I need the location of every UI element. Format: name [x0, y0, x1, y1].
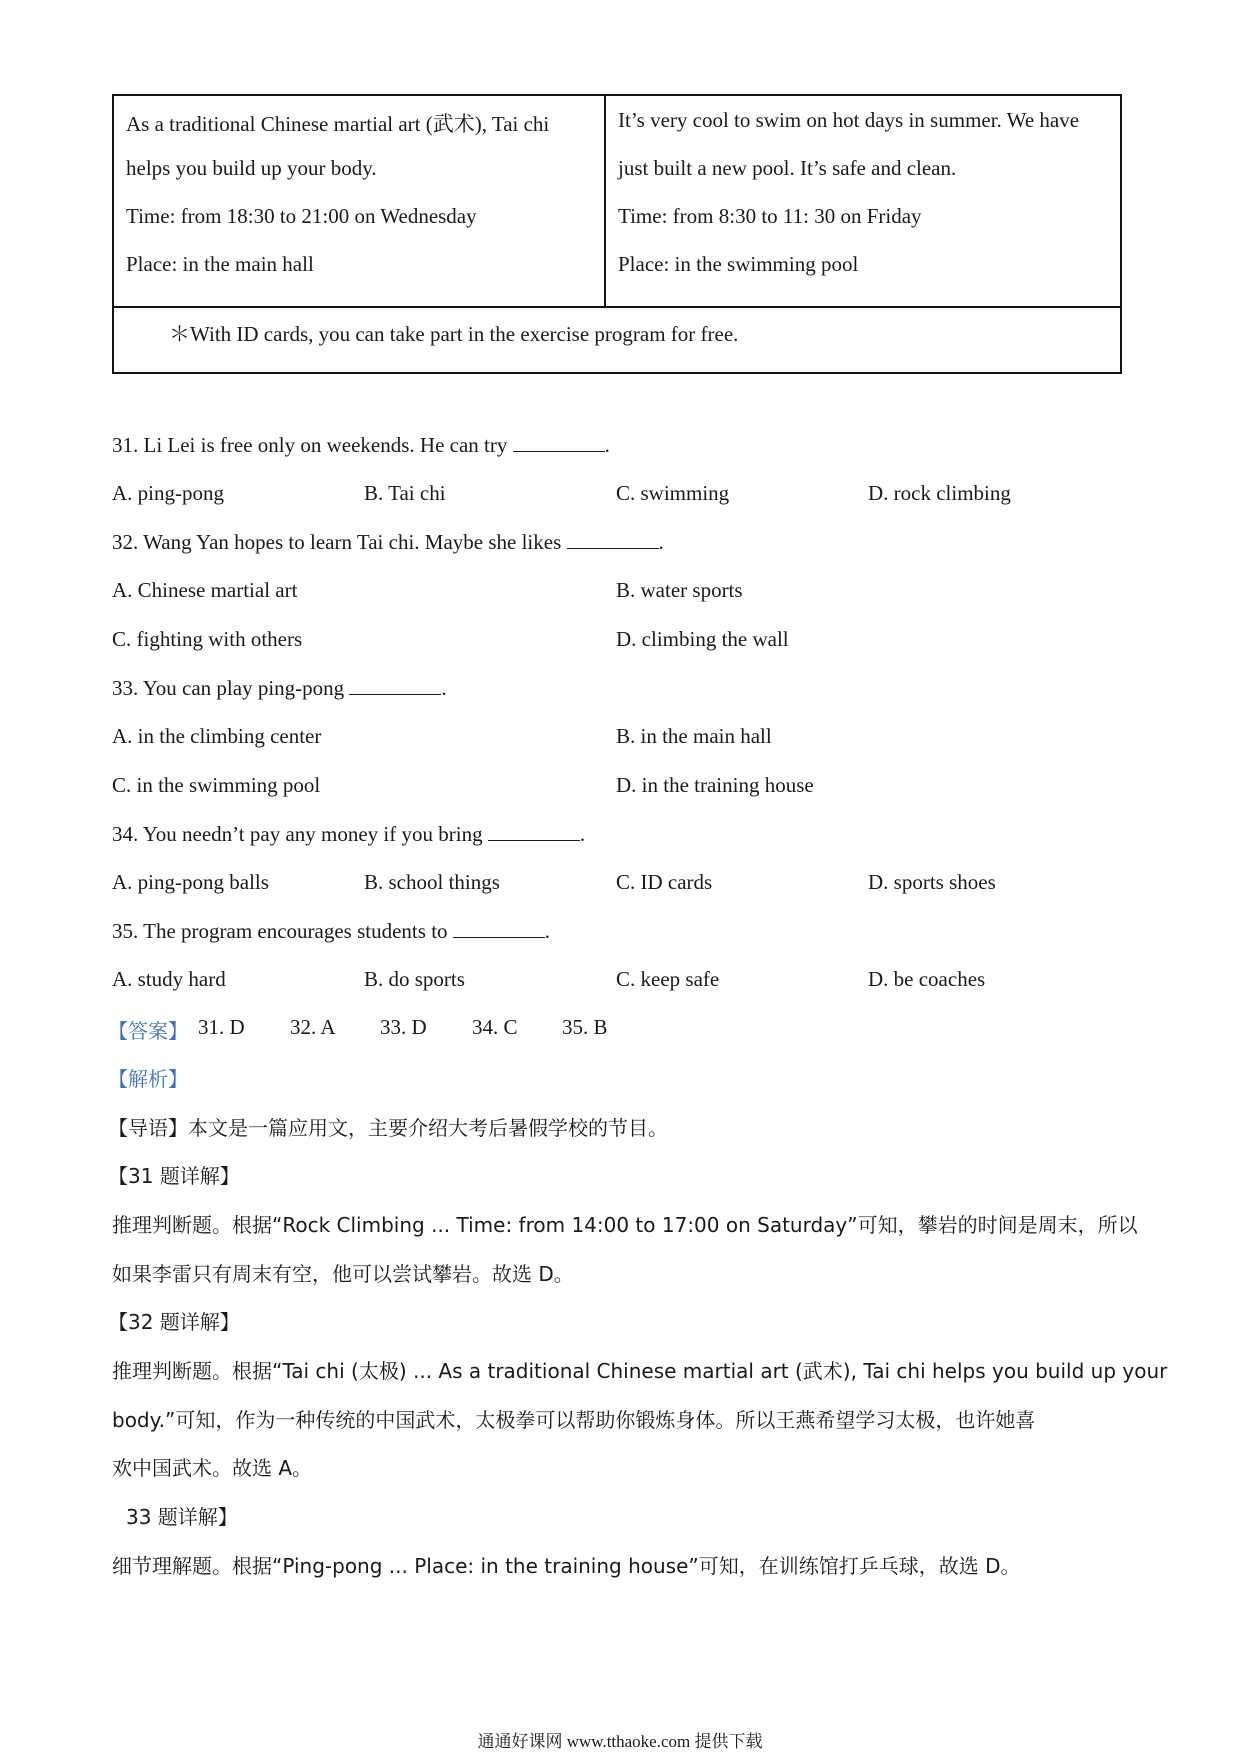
option-d: D. rock climbing: [868, 481, 1011, 505]
answer-blank: [488, 822, 580, 841]
option-b: B. do sports: [364, 967, 465, 991]
answer-item: 31. D: [198, 1015, 245, 1039]
option-b: B. in the main hall: [616, 724, 772, 748]
q31-explanation: 如果李雷只有周末有空，他可以尝试攀岩。故选 D。: [112, 1262, 574, 1286]
answer-blank: [513, 433, 605, 452]
option-a: A. in the climbing center: [112, 724, 322, 748]
cell-text: As a traditional Chinese martial art (武术), Tai chi: [126, 112, 550, 136]
cell-place: Place: in the main hall: [126, 252, 314, 276]
answer-item: 32. A: [290, 1015, 336, 1039]
answer-blank: [453, 919, 545, 938]
table-note: ＊With ID cards, you can take part in the exercise program for free.: [169, 322, 739, 346]
q32-explanation: 欢中国武术。故选 A。: [112, 1456, 313, 1480]
option-d: D. sports shoes: [868, 870, 996, 894]
option-c: C. swimming: [616, 481, 730, 505]
option-c: C. ID cards: [616, 870, 713, 894]
question-35: 35. The program encourages students to .: [112, 919, 551, 943]
swimming-cell: [606, 96, 1120, 306]
option-c: C. fighting with others: [112, 627, 303, 651]
q32-explanation: 推理判断题。根据“Tai chi (太极) ... As a traditional Chinese martial art (武术), Tai chi helps you build up your: [112, 1359, 1168, 1383]
exercise-program-table: [112, 94, 1122, 374]
option-a: A. ping-pong balls: [112, 870, 269, 894]
answer-blank: [567, 530, 659, 549]
q33-title: 33 题详解】: [126, 1505, 238, 1529]
option-c: C. keep safe: [616, 967, 720, 991]
option-a: A. study hard: [112, 967, 226, 991]
q31-explanation: 推理判断题。根据“Rock Climbing ... Time: from 14:00 to 17:00 on Saturday”可知，攀岩的时间是周末，所以: [112, 1213, 1138, 1237]
option-b: B. water sports: [616, 578, 743, 602]
table-row: [114, 96, 1120, 308]
option-b: B. school things: [364, 870, 500, 894]
q32-title: 【32 题详解】: [108, 1310, 240, 1334]
cell-text: just built a new pool. It’s safe and clean.: [618, 156, 957, 180]
answer-item: 34. C: [472, 1015, 518, 1039]
answer-blank: [349, 676, 441, 695]
cell-time: Time: from 8:30 to 11: 30 on Friday: [618, 204, 922, 228]
cell-time: Time: from 18:30 to 21:00 on Wednesday: [126, 204, 477, 228]
option-d: D. be coaches: [868, 967, 986, 991]
analysis-intro: 【导语】本文是一篇应用文，主要介绍大考后暑假学校的节目。: [108, 1116, 668, 1140]
analysis-label: 【解析】: [108, 1067, 188, 1091]
answer-item: 33. D: [380, 1015, 427, 1039]
page-footer: 通通好课网 www.tthaoke.com 提供下载: [477, 1732, 763, 1751]
option-d: D. in the training house: [616, 773, 814, 797]
q31-title: 【31 题详解】: [108, 1164, 240, 1188]
cell-text: It’s very cool to swim on hot days in summer. We have: [618, 108, 1080, 132]
tai-chi-cell: [114, 96, 606, 306]
option-c: C. in the swimming pool: [112, 773, 321, 797]
option-b: B. Tai chi: [364, 481, 446, 505]
question-32: 32. Wang Yan hopes to learn Tai chi. Maybe she likes .: [112, 530, 664, 554]
cell-text: helps you build up your body.: [126, 156, 377, 180]
option-a: A. Chinese martial art: [112, 578, 298, 602]
answer-item: 35. B: [562, 1015, 608, 1039]
question-31: 31. Li Lei is free only on weekends. He can try .: [112, 433, 610, 457]
answer-label: 【答案】: [108, 1019, 188, 1043]
q33-explanation: 细节理解题。根据“Ping-pong ... Place: in the training house”可知，在训练馆打乒乓球，故选 D。: [112, 1554, 1021, 1578]
cell-place: Place: in the swimming pool: [618, 252, 859, 276]
question-34: 34. You needn’t pay any money if you bring .: [112, 822, 586, 846]
option-d: D. climbing the wall: [616, 627, 789, 651]
question-33: 33. You can play ping-pong .: [112, 676, 447, 700]
option-a: A. ping-pong: [112, 481, 224, 505]
q32-explanation: body.”可知，作为一种传统的中国武术，太极拳可以帮助你锻炼身体。所以王燕希望学习太极，也许她喜: [112, 1408, 1036, 1432]
